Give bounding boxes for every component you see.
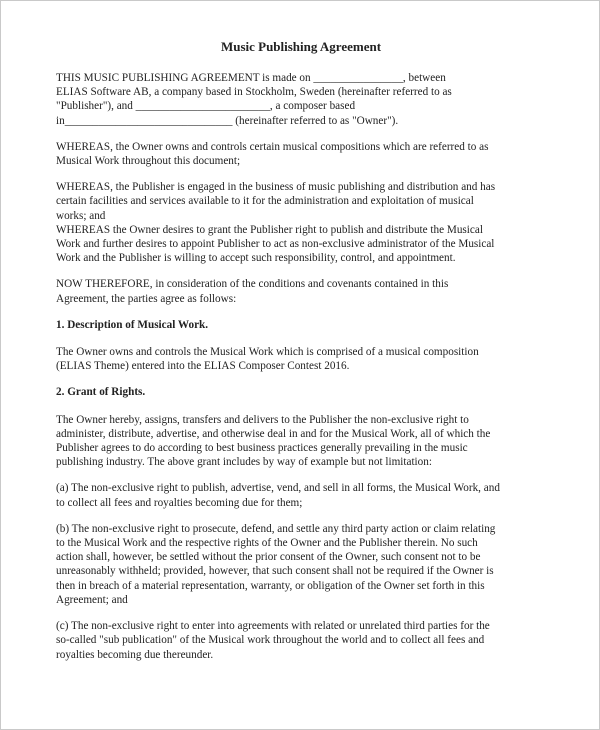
intro-line: ELIAS Software AB, a company based in Stockholm, Sweden (hereinafter referred to as — [56, 86, 452, 99]
item-a-line: (a) The non-exclusive right to publish, advertise, vend, and sell in all forms, the Musical Work, and — [56, 482, 500, 495]
grant-item-c — [56, 619, 546, 662]
section-2-line: administer, distribute, advertise, and otherwise deal in and for the Musical Work, all of which the — [56, 427, 491, 440]
whereas-line: Work and the Publisher is willing to accept such responsibility, control, and appointment. — [56, 252, 456, 265]
grant-item-a — [56, 481, 546, 509]
section-2-line: publishing industry. The above grant includes by way of example but not limitation: — [56, 456, 432, 469]
whereas-line: WHEREAS the Owner desires to grant the Publisher right to publish and distribute the Musical — [56, 223, 483, 236]
section-1-line: (ELIAS Theme) entered into the ELIAS Composer Contest 2016. — [56, 360, 350, 373]
item-a-line: to collect all fees and royalties becoming due for them; — [56, 496, 303, 509]
whereas-paragraph-2 — [56, 180, 546, 223]
section-1-line: The Owner owns and controls the Musical Work which is comprised of a musical composition — [56, 346, 479, 359]
whereas-line: Musical Work throughout this document; — [56, 155, 241, 168]
whereas-line: WHEREAS, the Publisher is engaged in the business of music publishing and distribution and has — [56, 181, 496, 194]
now-therefore-line: NOW THEREFORE, in consideration of the conditions and covenants contained in this — [56, 278, 449, 291]
intro-line: THIS MUSIC PUBLISHING AGREEMENT is made on ________________, between — [56, 72, 446, 84]
section-1-body — [56, 345, 546, 373]
whereas-paragraph-1 — [56, 140, 546, 168]
item-b-line: then in breach of a material representation, warranty, or obligation of the Owner set forth in this — [56, 579, 485, 592]
section-2-body — [56, 413, 546, 470]
item-b-line: to the Musical Work and the respective rights of the Owner and the Publisher therein. No such — [56, 537, 478, 550]
item-c-line: so-called "sub publication" of the Musical work throughout the world and to collect all fees and — [56, 634, 485, 647]
intro-line: "Publisher"), and ________________________, a composer based — [56, 100, 356, 113]
document-title: Music Publishing Agreement — [220, 39, 382, 54]
item-c-line: royalties becoming due thereunder. — [56, 648, 214, 661]
whereas-line: works; and — [56, 209, 106, 222]
grant-item-b — [56, 522, 546, 607]
section-2-line: Publisher agrees to do according to best business practices generally prevailing in the music — [56, 442, 468, 455]
whereas-line: certain facilities and services available to it for the administration and exploitation of musical — [56, 195, 474, 208]
item-c-line: (c) The non-exclusive right to enter into agreements with related or unrelated third parties for the — [56, 620, 490, 633]
section-2-heading: 2. Grant of Rights. — [56, 386, 146, 399]
whereas-line: Work and further desires to appoint Publisher to act as non-exclusive administrator of the Musical — [56, 238, 495, 251]
now-therefore-paragraph — [56, 277, 546, 305]
intro-paragraph — [56, 71, 546, 128]
whereas-paragraph-3 — [56, 223, 546, 266]
item-b-line: Agreement; and — [56, 593, 128, 606]
section-2-line: The Owner hereby, assigns, transfers and delivers to the Publisher the non-exclusive right to — [56, 413, 469, 426]
agreement-body — [56, 39, 546, 674]
now-therefore-line: Agreement, the parties agree as follows: — [56, 292, 237, 305]
item-b-line: action shall, however, be settled without the prior consent of the Owner, such consent not to be — [56, 551, 481, 564]
intro-line: in______________________________ (hereinafter referred to as "Owner"). — [56, 114, 399, 127]
whereas-line: WHEREAS, the Owner owns and controls certain musical compositions which are referred to as — [56, 140, 489, 153]
item-b-line: (b) The non-exclusive right to prosecute, defend, and settle any third party action or claim relating — [56, 522, 496, 535]
item-b-line: unreasonably withheld; provided, however, that such consent shall not be required if the Owner is — [56, 565, 494, 578]
section-1-heading: 1. Description of Musical Work. — [56, 318, 209, 331]
